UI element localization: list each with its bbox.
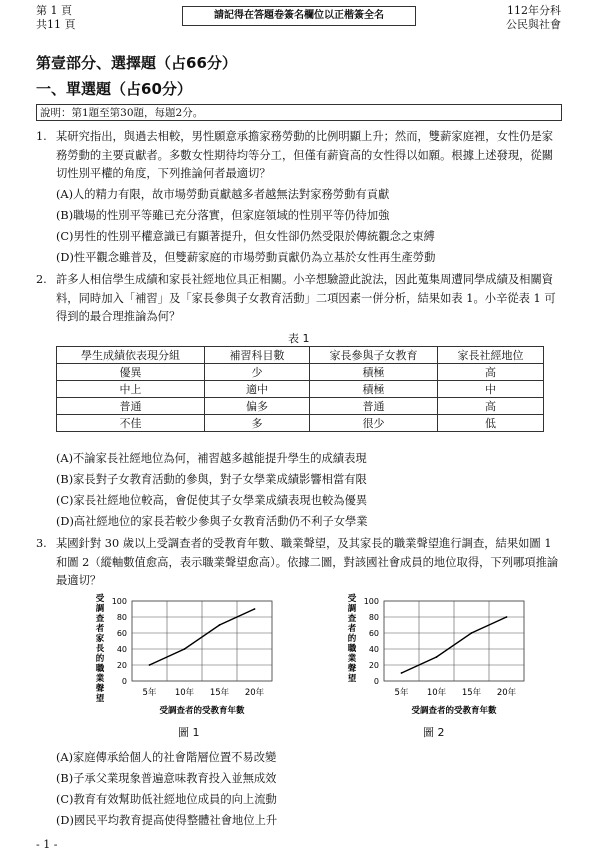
y-tick-label: 20 xyxy=(116,661,127,670)
x-tick-label: 20年 xyxy=(244,688,265,698)
q3-option-d: (D)國民平均教育提高使得整體社會地位上升 xyxy=(56,814,278,827)
question-1 xyxy=(36,128,564,184)
x-tick-label: 5年 xyxy=(394,688,409,698)
instructions-note: 說明：第1題至第30題，每題2分。 xyxy=(36,104,562,121)
signature-notice: 請記得在答題卷簽名欄位以正楷簽全名 xyxy=(182,6,416,26)
y-tick-label: 100 xyxy=(363,597,379,606)
page-header-left xyxy=(36,4,76,32)
figure-1-caption: 圖 1 xyxy=(178,726,200,739)
table-header-cell: 家長參與子女教育 xyxy=(310,347,438,364)
page-footer: - 1 - xyxy=(36,838,58,851)
x-tick-label: 20年 xyxy=(496,688,517,698)
question-number: 3. xyxy=(36,537,47,550)
q1-option-d: (D)性平觀念雖普及，但雙薪家庭的市場勞動貢獻仍為立基於女性再生產勞動 xyxy=(56,251,436,264)
table-header-row xyxy=(57,347,544,364)
x-axis-label: 受調查者的受教育年數 xyxy=(411,706,497,716)
figure-2-caption: 圖 2 xyxy=(423,726,445,739)
question-3 xyxy=(36,535,564,591)
table-header-cell: 家長社經地位 xyxy=(438,347,544,364)
table-cell: 多 xyxy=(205,415,310,432)
table-cell: 普通 xyxy=(57,398,205,415)
total-pages: 共11 頁 xyxy=(36,18,76,31)
x-axis-label: 受調查者的受教育年數 xyxy=(159,706,245,716)
data-point xyxy=(401,672,403,674)
y-tick-label: 80 xyxy=(116,613,127,622)
q2-option-a: (A)不論家長社經地位為何，補習越多越能提升學生的成績表現 xyxy=(56,452,367,465)
table-row xyxy=(57,364,544,381)
y-axis-label: 受調查者家長的職業聲望 xyxy=(95,594,105,704)
table-cell: 適中 xyxy=(205,381,310,398)
figure-1-chart xyxy=(88,593,288,725)
q3-option-b: (B)子承父業現象普遍意味教育投入並無成效 xyxy=(56,772,277,785)
question-text: 許多人相信學生成績和家長社經地位具正相關。小辛想驗證此說法，因此蒐集周遭同學成績及相關資料，同時加入「補習」及「家長參與子女教育活動」二項因素一併分析，結果如表 1。小辛從表 1 可得到的最合理推論為何？ xyxy=(56,273,556,323)
table-cell: 高 xyxy=(438,364,544,381)
table-cell: 不佳 xyxy=(57,415,205,432)
data-point xyxy=(436,656,438,658)
y-tick-label: 60 xyxy=(368,629,379,638)
data-point xyxy=(471,632,473,634)
table-row xyxy=(57,415,544,432)
q1-option-a: (A)人的精力有限，故市場勞動貢獻越多者越無法對家務勞動有貢獻 xyxy=(56,188,390,201)
table-caption: 表 1 xyxy=(288,332,310,345)
data-point xyxy=(254,608,256,610)
y-tick-label: 60 xyxy=(116,629,127,638)
table-cell: 少 xyxy=(205,364,310,381)
question-number: 1. xyxy=(36,130,47,143)
q3-option-c: (C)教育有效幫助低社經地位成員的向上流動 xyxy=(56,793,277,806)
x-tick-label: 5年 xyxy=(142,688,157,698)
table-1 xyxy=(56,346,544,432)
table-header-cell: 學生成績依表現分組 xyxy=(57,347,205,364)
page-number: 第 1 頁 xyxy=(36,4,72,17)
table-cell: 低 xyxy=(438,415,544,432)
data-table xyxy=(56,346,544,432)
page-header-right xyxy=(506,4,561,32)
question-2 xyxy=(36,271,564,327)
q2-option-b: (B)家長對子女教育活動的參與，對子女學業成績影響相當有限 xyxy=(56,473,367,486)
data-point xyxy=(184,648,186,650)
x-tick-label: 10年 xyxy=(174,688,195,698)
table-cell: 偏多 xyxy=(205,398,310,415)
table-cell: 積極 xyxy=(310,364,438,381)
x-tick-label: 10年 xyxy=(426,688,447,698)
data-point xyxy=(149,664,151,666)
x-tick-label: 15年 xyxy=(461,688,482,698)
part-title: 第壹部分、選擇題（占66分） xyxy=(36,54,237,72)
table-cell: 中 xyxy=(438,381,544,398)
y-tick-label: 100 xyxy=(111,597,127,606)
table-cell: 積極 xyxy=(310,381,438,398)
table-cell: 普通 xyxy=(310,398,438,415)
y-tick-label: 20 xyxy=(368,661,379,670)
table-cell: 中上 xyxy=(57,381,205,398)
table-row xyxy=(57,398,544,415)
data-point xyxy=(219,624,221,626)
table-cell: 很少 xyxy=(310,415,438,432)
q1-option-c: (C)男性的性別平權意識已有顯著提升，但女性卻仍然受限於傳統觀念之束縛 xyxy=(56,230,435,243)
q1-option-b: (B)職場的性別平等雖已充分落實，但家庭領域的性別平等仍待加強 xyxy=(56,209,390,222)
question-text: 某國針對 30 歲以上受調查者的受教育年數、職業聲望，及其家長的職業聲望進行調查，結果如圖 1 和圖 2（縱軸數值愈高，表示職業聲望愈高）。依據二圖，對該國社會成員的地位取得，下列哪項推論最適切？ xyxy=(56,537,559,587)
y-tick-label: 40 xyxy=(116,645,127,654)
y-tick-label: 40 xyxy=(368,645,379,654)
table-row xyxy=(57,381,544,398)
x-tick-label: 15年 xyxy=(209,688,230,698)
data-point xyxy=(506,616,508,618)
table-cell: 高 xyxy=(438,398,544,415)
section-title: 一、單選題（占60分） xyxy=(36,80,192,98)
q3-option-a: (A)家庭傳承給個人的社會階層位置不易改變 xyxy=(56,751,277,764)
y-tick-label: 0 xyxy=(121,677,127,686)
question-number: 2. xyxy=(36,273,47,286)
y-axis-label: 受調查者的職業聲望 xyxy=(347,594,357,684)
figure-2-chart xyxy=(340,593,540,725)
y-tick-label: 80 xyxy=(368,613,379,622)
exam-subject: 公民與社會 xyxy=(506,18,561,31)
question-text: 某研究指出，與過去相較，男性願意承擔家務勞動的比例明顯上升；然而，雙薪家庭裡，女性仍是家務勞動的主要貢獻者。多數女性期待均等分工，但僅有薪資高的女性得以如願。根據上述發現，從關切性別平權的角度，下列推論何者最適切？ xyxy=(56,130,554,180)
exam-year: 112年分科 xyxy=(507,4,561,17)
q2-option-c: (C)家長社經地位較高，會促使其子女學業成績表現也較為優異 xyxy=(56,494,368,507)
table-header-cell: 補習科目數 xyxy=(205,347,310,364)
y-tick-label: 0 xyxy=(373,677,379,686)
q2-option-d: (D)高社經地位的家長若較少參與子女教育活動仍不利子女學業 xyxy=(56,515,368,528)
table-cell: 優異 xyxy=(57,364,205,381)
